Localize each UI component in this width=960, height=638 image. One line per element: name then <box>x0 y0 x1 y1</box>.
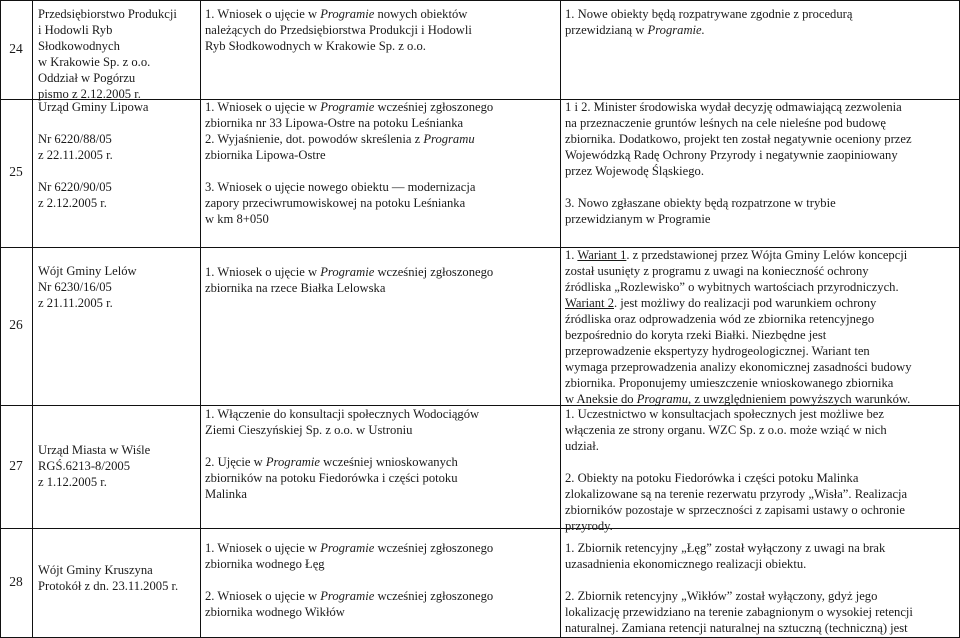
cell-line-d <box>565 22 705 38</box>
cell-line-b: pismo z 2.12.2005 r. <box>38 87 141 101</box>
text-segment: 1. Wniosek o ujęcie w <box>205 7 321 21</box>
text-segment: Programie <box>320 589 375 603</box>
cell-line-b: z 2.12.2005 r. <box>38 196 107 210</box>
cell-line-c: 1. Włączenie do konsultacji społecznych Wodociągów <box>205 407 480 421</box>
cell-line-b: Nr 6220/90/05 <box>38 180 112 194</box>
text-segment: Programie <box>320 541 375 555</box>
cell-line-b: Protokół z dn. 23.11.2005 r. <box>38 579 179 593</box>
text-segment: Programie <box>320 265 375 279</box>
text-segment: 2. Wyjaśnienie, dot. powodów skreślenia z <box>205 132 424 146</box>
cell-line-d: naturalnej. Zamiana retencji naturalnej na sztuczną (techniczną) jest <box>565 621 908 635</box>
cell-line-c <box>205 6 467 22</box>
row-divider <box>0 528 960 529</box>
cell-line-d: udział. <box>565 439 599 453</box>
text-segment: Programie <box>320 7 375 21</box>
cell-line-d: uzasadnienia ekonomicznego realizacji obiektu. <box>565 557 807 571</box>
cell-line-d: 1 i 2. Minister środowiska wydał decyzję odmawiającą zezwolenia <box>565 100 902 114</box>
cell-line-b: Nr 6230/16/05 <box>38 280 112 294</box>
text-segment: Programu <box>423 132 475 146</box>
cell-line-c: Ryb Słodkowodnych w Krakowie Sp. z o.o. <box>205 39 426 53</box>
text-segment: nowych obiektów <box>374 7 468 21</box>
cell-line-c: zbiornika wodnego Łęg <box>205 557 325 571</box>
cell-line-b: RGŚ.6213-8/2005 <box>38 459 131 473</box>
cell-line-c: należących do Przedsiębiorstwa Produkcji i Hodowli <box>205 23 472 37</box>
cell-line-d: Wojewódzką Radę Ochrony Przyrody i negatywnie zaopiniowany <box>565 148 898 162</box>
cell-line-d: lokalizację przewidziano na terenie zabagnionym o wysokiej retencji <box>565 605 913 619</box>
cell-line-c <box>205 454 458 470</box>
cell-line-c: zbiorników na potoku Fiedorówka i części potoku <box>205 471 458 485</box>
text-segment: przewidzianą w <box>565 23 648 37</box>
cell-line-d: 1. Zbiornik retencyjny „Łęg” został wyłączony z uwagi na brak <box>565 541 886 555</box>
cell-line-d: został usunięty z programu z uwagi na konieczność ochrony <box>565 264 869 278</box>
text-segment: w Aneksie do <box>565 392 637 406</box>
cell-line-d <box>565 247 907 263</box>
text-segment: wcześniej zgłoszonego <box>374 100 494 114</box>
cell-line-d: zbiorników pozostaje w sprzeczności z zapisami ustawy o ochronie <box>565 503 905 517</box>
cell-line-c: zbiornika Lipowa-Ostre <box>205 148 326 162</box>
cell-line-d: zbiornika. Proponujemy umieszczenie wnioskowanego zbiornika <box>565 376 894 390</box>
cell-line-c: zbiornika wodnego Wikłów <box>205 605 345 619</box>
cell-line-b: Oddział w Pogórzu <box>38 71 136 85</box>
column-divider <box>32 0 33 638</box>
cell-line-b: i Hodowli Ryb <box>38 23 113 37</box>
text-segment: wcześniej zgłoszonego <box>374 589 494 603</box>
text-segment: wcześniej wnioskowanych <box>319 455 458 469</box>
text-segment: Wariant 1 <box>577 248 627 262</box>
row-number: 28 <box>9 574 23 589</box>
cell-line-b: Wójt Gminy Kruszyna <box>38 563 153 577</box>
text-segment: Programie. <box>647 23 705 37</box>
cell-line-c: zbiornika na rzece Białka Lelowska <box>205 281 386 295</box>
text-segment: . z przedstawionej przez Wójta Gminy Lelów koncepcji <box>626 248 908 262</box>
row-number: 24 <box>9 40 23 56</box>
cell-line-d <box>565 295 876 311</box>
text-segment: 1. <box>565 248 578 262</box>
cell-line-b: Urząd Gminy Lipowa <box>38 100 149 114</box>
cell-line-d: zlokalizowane są na terenie rezerwatu przyrody „Wisła”. Realizacja <box>565 487 908 501</box>
text-segment: Programie <box>265 455 320 469</box>
cell-line-c <box>205 99 493 115</box>
cell-line-c: Malinka <box>205 487 247 501</box>
cell-line-c <box>205 264 493 280</box>
cell-line-b: Wójt Gminy Lelów <box>38 264 137 278</box>
cell-line-c: Ziemi Cieszyńskiej Sp. z o.o. w Ustroniu <box>205 423 413 437</box>
cell-line-b: Nr 6220/88/05 <box>38 132 112 146</box>
row-number: 27 <box>9 457 23 473</box>
text-segment: 1. Wniosek o ujęcie w <box>205 100 321 114</box>
cell-line-d: przewidzianym w Programie <box>565 212 711 226</box>
row-number: 25 <box>9 164 23 179</box>
cell-line-d: zbiornika. Dodatkowo, projekt ten został negatywnie oceniony przez <box>565 132 912 146</box>
cell-line-c: w km 8+050 <box>205 212 269 226</box>
text-segment: 1. Nowe obiekty będą rozpatrywane zgodnie z procedurą <box>565 7 853 21</box>
cell-line-b: Przedsiębiorstwo Produkcji <box>38 7 177 21</box>
cell-line-d <box>565 6 852 22</box>
text-segment: . jest możliwy do realizacji pod warunkiem ochrony <box>614 296 877 310</box>
column-divider <box>200 0 201 638</box>
text-segment: wcześniej zgłoszonego <box>374 265 494 279</box>
cell-line-d: 3. Nowo zgłaszane obiekty będą rozpatrzone w trybie <box>565 196 836 210</box>
text-segment: 1. Wniosek o ujęcie w <box>205 541 321 555</box>
cell-line-d: 1. Uczestnictwo w konsultacjach społecznych jest możliwe bez <box>565 407 884 421</box>
cell-line-b: Urząd Miasta w Wiśle <box>38 443 151 457</box>
cell-line-d: przeprowadzenie ekspertyzy hydrogeologicznej. Wariant ten <box>565 344 870 358</box>
cell-line-b: Słodkowodnych <box>38 39 120 53</box>
text-segment: Wariant 2 <box>565 296 614 310</box>
text-segment: Programie <box>320 100 375 114</box>
text-segment: wcześniej zgłoszonego <box>374 541 494 555</box>
text-segment: Programu <box>636 392 689 406</box>
cell-line-d: 2. Zbiornik retencyjny „Wikłów” został wyłączony, gdyż jego <box>565 589 878 603</box>
cell-line-d <box>565 391 910 407</box>
cell-line-b: z 22.11.2005 r. <box>38 148 113 162</box>
cell-line-d: 2. Obiekty na potoku Fiedorówka i części potoku Malinka <box>565 471 859 485</box>
cell-line-b: z 21.11.2005 r. <box>38 296 113 310</box>
cell-line-c <box>205 131 475 147</box>
row-divider <box>0 0 960 1</box>
cell-line-c: zbiornika nr 33 Lipowa-Ostre na potoku Leśnianka <box>205 116 464 130</box>
cell-line-c <box>205 588 493 604</box>
cell-line-d: bezpośrednio do koryta rzeki Białki. Niezbędne jest <box>565 328 827 342</box>
cell-line-c: zapory przeciwrumowiskowej na potoku Leśnianka <box>205 196 466 210</box>
cell-line-d: wymaga przeprowadzenia analizy ekonomicznej zasadności budowy <box>565 360 912 374</box>
text-segment: , z uwzględnieniem powyższych warunków. <box>688 392 911 406</box>
text-segment: 1. Wniosek o ujęcie w <box>205 265 321 279</box>
text-segment: 2. Wniosek o ujęcie w <box>205 589 321 603</box>
column-divider <box>560 0 561 638</box>
cell-line-d: na przeznaczenie gruntów leśnych na cele nieleśne pod budowę <box>565 116 886 130</box>
row-number: 26 <box>9 317 23 332</box>
cell-line-d: źródliska „Rozlewisko” o wybitnych wartościach przyrodniczych. <box>565 280 899 294</box>
cell-line-b: w Krakowie Sp. z o.o. <box>38 55 151 69</box>
text-segment: 2. Ujęcie w <box>205 455 266 469</box>
cell-line-c: 3. Wniosek o ujęcie nowego obiektu — modernizacja <box>205 180 476 194</box>
cell-line-d: włączenia ze strony organu. WZC Sp. z o.o. może wziąć w nich <box>565 423 887 437</box>
cell-line-d: przyrody. <box>565 519 613 533</box>
cell-line-d: źródliska oraz odprowadzenia wód ze zbiornika retencyjnego <box>565 312 875 326</box>
cell-line-b: z 1.12.2005 r. <box>38 475 107 489</box>
cell-line-c <box>205 540 493 556</box>
cell-line-d: przez Wojewodę Śląskiego. <box>565 164 704 178</box>
